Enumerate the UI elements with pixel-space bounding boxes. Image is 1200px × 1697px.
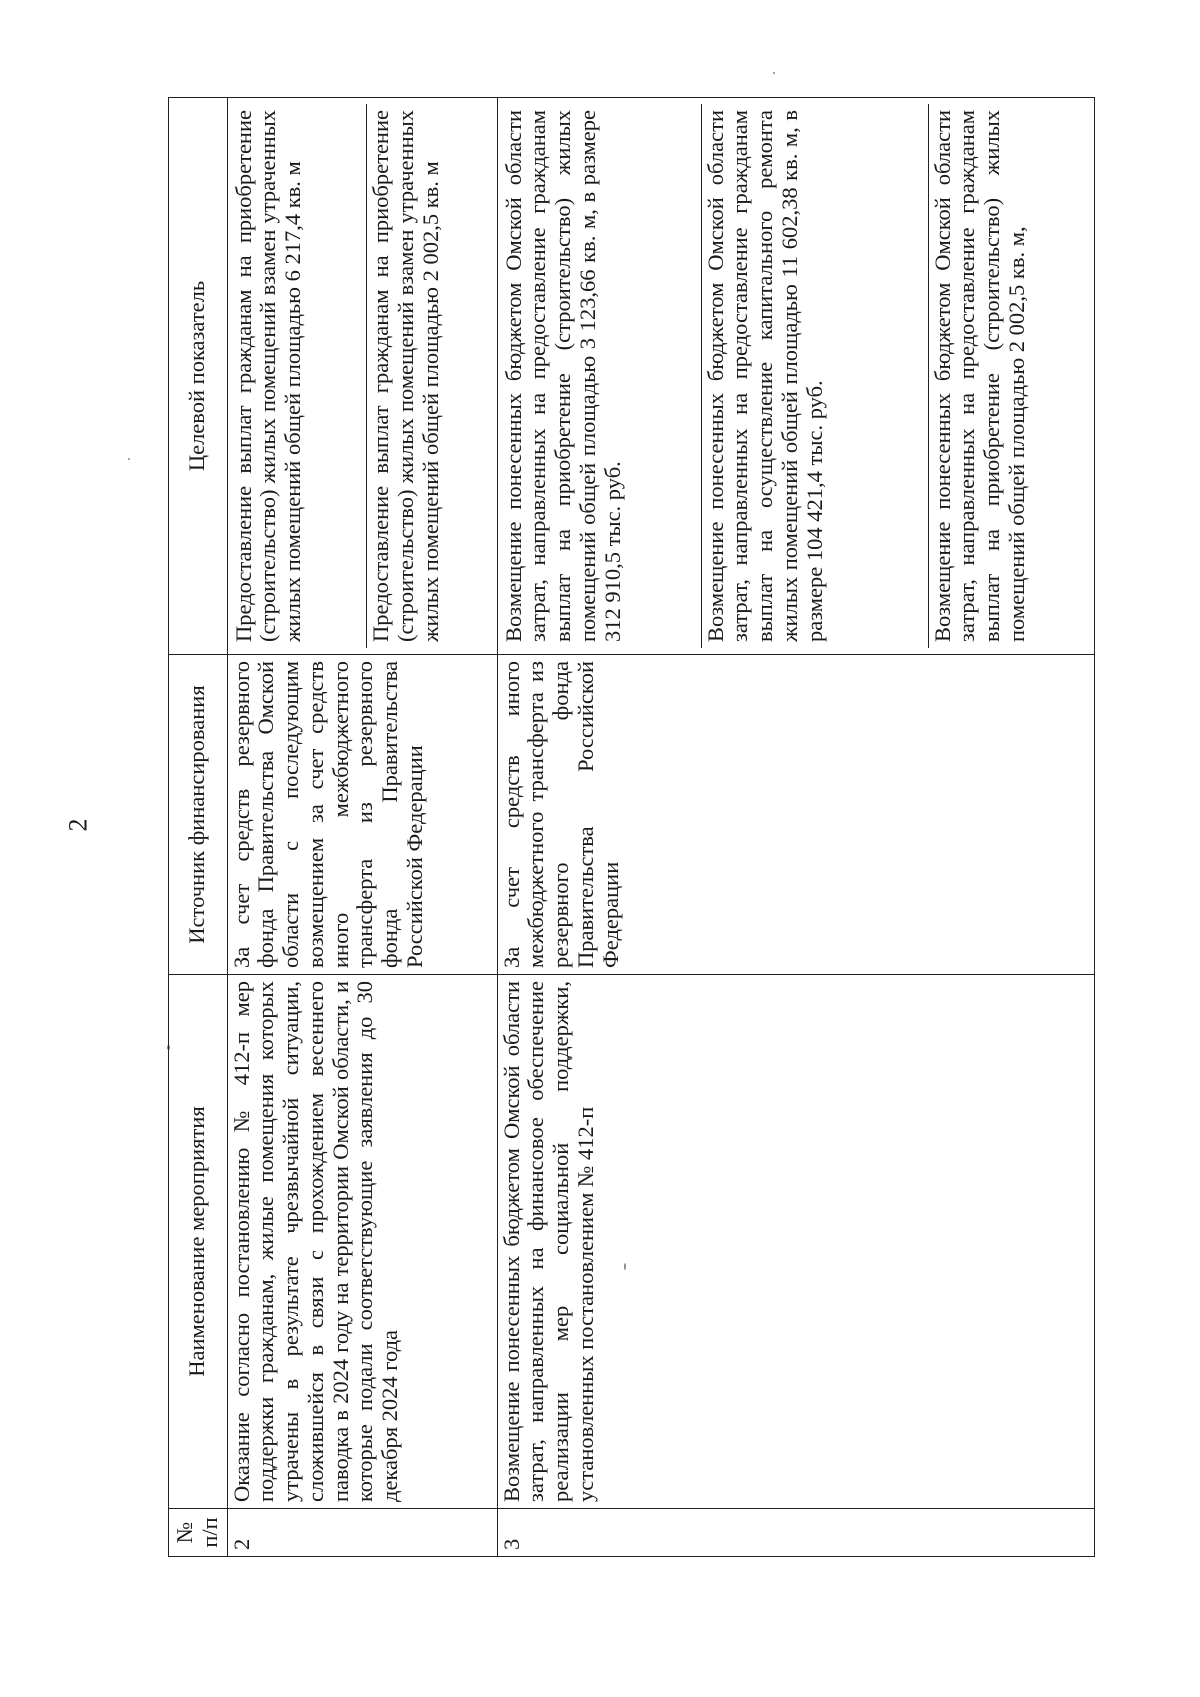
funding-source: За счет средств резервного фонда Правительства Омской области с последующим возмещением за счет средств иного межбюджетного трансферта из резервного фонда Правительства Российской Федерации — [227, 655, 497, 975]
table-row — [227, 98, 497, 1557]
table-row — [497, 98, 1095, 1557]
row-number: 3 — [497, 1509, 1095, 1557]
target-indicator: Предоставление выплат гражданам на приобретение (строительство) жилых помещений взамен утраченных жилых помещений общей площадью 6 217,4 кв. м — [230, 104, 368, 648]
target-indicators — [227, 98, 497, 655]
header-source: Источник финансирования — [169, 655, 228, 975]
target-indicator: Возмещение понесенных бюджетом Омской области затрат, направленных на предоставление гражданам выплат на осуществление капитального ремонта жилых помещений общей площадью 11 602,38 кв. м, в размере 104 421,4 тыс. руб. — [702, 104, 929, 648]
target-indicator: Возмещение понесенных бюджетом Омской области затрат, направленных на предоставление гражданам выплат на приобретение (строительство) жилых помещений общей площадью 3 123,66 кв. м, в размере 312 910,5 тыс. руб. — [500, 104, 702, 648]
target-indicator: Возмещение понесенных бюджетом Омской области затрат, направленных на предоставление гражданам выплат на приобретение (строительство) жилых помещений общей площадью 2 002,5 кв. м, — [929, 110, 1029, 642]
table-header-row — [169, 98, 228, 1557]
row-number: 2 — [227, 1509, 497, 1557]
measure-name: Оказание согласно постановлению № 412-п мер поддержки гражданам, жилые помещения которых утрачены в результате чрезвычайной ситуации, сложившейся в связи с прохождением весеннего паводка в 2024 году на территории Омской области, и которые подали соответствующие заявления до 30 декабря 2024 года — [227, 975, 497, 1509]
funding-source: За счет средств иного межбюджетного трансферта из резервного фонда Правительства Российской Федерации — [497, 655, 1095, 975]
header-num: № п/п — [169, 1509, 228, 1557]
page-number: 2 — [63, 818, 93, 832]
target-indicators — [497, 98, 1095, 655]
measure-name: Возмещение понесенных бюджетом Омской области затрат, направленных на финансовое обеспечение реализации мер социальной поддержки, установленных постановлением № 412-п — [497, 975, 1095, 1509]
header-name: Наименование мероприятия — [169, 975, 228, 1509]
measures-table — [168, 97, 1095, 1557]
rotated-table-wrapper — [168, 98, 1095, 1557]
scan-speck — [128, 458, 130, 460]
target-indicator: Предоставление выплат гражданам на приобретение (строительство) жилых помещений взамен утраченных жилых помещений общей площадью 2 002,5 кв. м — [368, 110, 443, 642]
header-target: Целевой показатель — [169, 98, 228, 655]
scan-speck — [773, 72, 775, 74]
